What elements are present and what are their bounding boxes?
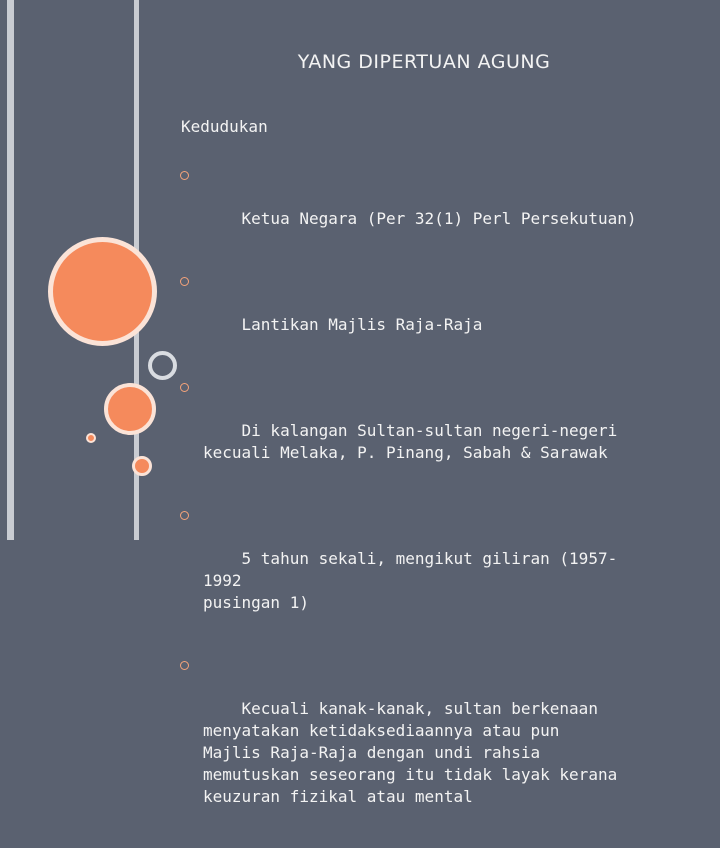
bullet-item-4: [180, 504, 650, 636]
bullet-item-3: [180, 376, 650, 486]
bullet-text: Di kalangan Sultan-sultan negeri-negeri kecuali Melaka, P. Pinang, Sabah & Sarawak: [203, 421, 618, 462]
circle-bullet-icon: [180, 383, 189, 392]
circle-bullet-icon: [180, 511, 189, 520]
bullet-text: 5 tahun sekali, mengikut giliran (1957-1992 pusingan 1): [203, 549, 618, 612]
tiny-orange-dot: [86, 433, 96, 443]
bullet-item-1: [180, 164, 650, 252]
small-gray-circle: [148, 351, 177, 380]
bullet-text: Kecuali kanak-kanak, sultan berkenaan menyatakan ketidaksediaannya atau pun Majlis Raja-Raja dengan undi rahsia memutuskan seseorang itu tidak layak kerana keuzuran fizikal atau mental: [203, 699, 618, 806]
decorative-stripe-left: [7, 0, 14, 540]
bullet-item-5: [180, 654, 650, 830]
circle-bullet-icon: [180, 661, 189, 670]
section-heading: Kedudukan: [181, 117, 268, 136]
bullet-text: Ketua Negara (Per 32(1) Perl Persekutuan): [241, 209, 637, 228]
bullet-text: Lantikan Majlis Raja-Raja: [241, 315, 483, 334]
small-orange-circle: [132, 456, 152, 476]
large-orange-circle: [48, 237, 157, 346]
bullet-list: [180, 164, 650, 848]
circle-bullet-icon: [180, 277, 189, 286]
bullet-item-2: [180, 270, 650, 358]
slide-title: YANG DIPERTUAN AGUNG: [297, 51, 551, 73]
medium-orange-circle: [104, 383, 156, 435]
circle-bullet-icon: [180, 171, 189, 180]
